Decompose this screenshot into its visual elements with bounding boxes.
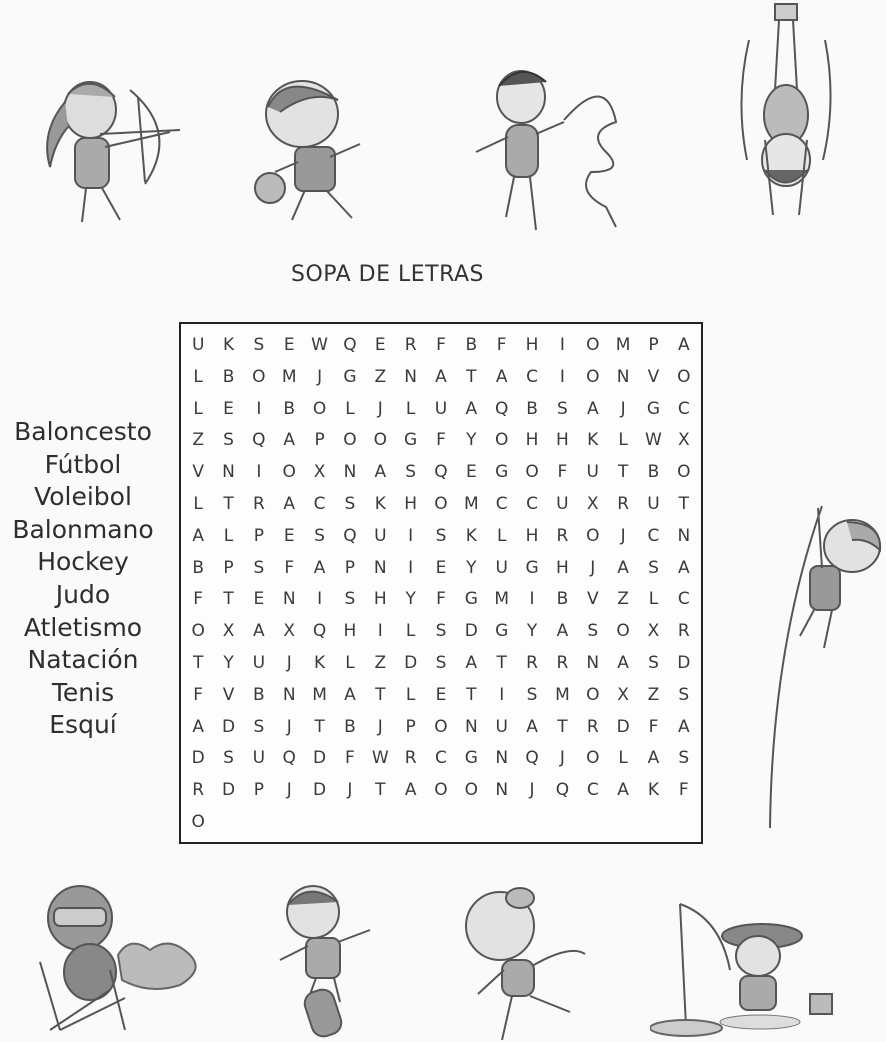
grid-letter: N xyxy=(495,780,509,801)
grid-letter: S xyxy=(557,398,568,419)
grid-letter: O xyxy=(586,525,600,546)
grid-letter: T xyxy=(375,684,386,705)
grid-letter: K xyxy=(587,430,599,451)
grid-letter: E xyxy=(283,334,295,355)
grid-letter: F xyxy=(557,462,568,483)
grid-letter: S xyxy=(405,462,417,483)
grid-letter: P xyxy=(648,334,659,355)
grid-letter: B xyxy=(253,684,265,705)
grid-letter: N xyxy=(343,462,357,483)
grid-letter: K xyxy=(222,334,235,355)
grid-letter: S xyxy=(648,653,659,674)
grid-letter: X xyxy=(222,621,235,642)
grid-letter: F xyxy=(496,334,507,355)
grid-letter: Q xyxy=(252,430,266,451)
grid-letter: A xyxy=(283,430,296,451)
grid-letter: B xyxy=(647,462,660,483)
grid-letter: A xyxy=(465,398,478,419)
grid-letter: J xyxy=(620,525,626,546)
grid-letter: E xyxy=(465,462,477,483)
grid-letter: U xyxy=(495,716,508,737)
grid-letter: B xyxy=(192,557,204,578)
grid-letter: U xyxy=(252,748,266,769)
grid-letter: G xyxy=(404,430,418,451)
grid-letter: U xyxy=(252,653,266,674)
grid-letter: Q xyxy=(495,398,509,419)
grid-letter: I xyxy=(317,589,323,610)
grid-letter: I xyxy=(256,462,262,483)
grid-letter: O xyxy=(677,462,691,483)
ribbon-gymnast-icon xyxy=(466,62,636,237)
grid-letter: T xyxy=(192,653,204,674)
grid-letter: S xyxy=(435,653,447,674)
grid-letter: P xyxy=(344,557,356,578)
grid-letter: O xyxy=(616,621,630,642)
grid-letter: R xyxy=(404,748,417,769)
grid-letter: R xyxy=(404,334,417,355)
grid-letter: C xyxy=(526,366,538,387)
grid-letter: L xyxy=(345,398,355,419)
grid-letter: M xyxy=(494,589,510,610)
grid-letter: Q xyxy=(525,748,539,769)
grid-letter: H xyxy=(404,493,418,514)
grid-letter: K xyxy=(647,780,660,801)
grid-letter: R xyxy=(526,653,538,674)
word-list-item: Baloncesto xyxy=(14,417,152,446)
grid-letter: Z xyxy=(647,684,660,705)
grid-letter: O xyxy=(677,366,691,387)
soccer-kid-icon xyxy=(240,72,380,232)
grid-letter: R xyxy=(556,525,569,546)
grid-letter: U xyxy=(434,398,448,419)
grid-letter: O xyxy=(586,366,600,387)
grid-letter: S xyxy=(678,748,690,769)
grid-letter: S xyxy=(314,525,325,546)
grid-letter: M xyxy=(312,684,327,705)
grid-letter: O xyxy=(434,716,448,737)
grid-letter: D xyxy=(221,716,236,737)
grid-letter: P xyxy=(314,430,325,451)
grid-letter: L xyxy=(405,398,416,419)
grid-letter: S xyxy=(587,621,599,642)
grid-letter: T xyxy=(375,780,386,801)
grid-letter: L xyxy=(618,748,628,769)
grid-letter: J xyxy=(377,716,383,737)
grid-letter: I xyxy=(256,398,262,419)
word-list-item: Voleibol xyxy=(34,482,132,512)
grid-letter: A xyxy=(404,780,417,801)
grid-letter: P xyxy=(253,780,264,801)
grid-letter: J xyxy=(286,716,292,737)
grid-letter: N xyxy=(222,462,235,483)
grid-letter: Q xyxy=(282,748,296,769)
grid-letter: J xyxy=(590,557,596,578)
grid-letter: B xyxy=(556,589,569,610)
grid-letter: R xyxy=(677,621,690,642)
grid-letter: T xyxy=(466,684,477,705)
grid-letter: V xyxy=(586,589,599,610)
grid-letter: S xyxy=(253,716,265,737)
grid-letter: N xyxy=(282,589,296,610)
grid-letter: X xyxy=(283,621,296,642)
grid-letter: E xyxy=(435,684,447,705)
grid-letter: Y xyxy=(466,430,477,451)
grid-letter: L xyxy=(193,493,203,514)
grid-letter: H xyxy=(525,525,539,546)
word-list-item: Hockey xyxy=(37,547,129,577)
grid-letter: S xyxy=(648,557,659,578)
pole-vault-icon xyxy=(752,488,886,833)
grid-letter: O xyxy=(586,748,600,769)
grid-letter: S xyxy=(435,525,447,546)
grid-letter: G xyxy=(525,557,539,578)
grid-letter: I xyxy=(559,366,565,387)
grid-letter: P xyxy=(223,557,234,578)
grid-letter: W xyxy=(311,334,328,355)
grid-letter: A xyxy=(435,366,447,387)
grid-letter: S xyxy=(526,684,538,705)
grid-letter: S xyxy=(435,621,447,642)
grid-letter: K xyxy=(374,493,386,514)
grid-letter: D xyxy=(313,780,327,801)
grid-letter: I xyxy=(559,334,565,355)
grid-letter: J xyxy=(317,366,323,387)
grid-letter: X xyxy=(647,621,660,642)
grid-letter: T xyxy=(223,589,234,610)
grid-letter: D xyxy=(616,716,630,737)
grid-letter: A xyxy=(283,493,296,514)
grid-letter: C xyxy=(495,493,508,514)
grid-letter: B xyxy=(526,398,538,419)
grid-letter: Z xyxy=(617,589,629,610)
grid-letter: B xyxy=(344,716,356,737)
grid-letter: B xyxy=(283,398,296,419)
grid-letter: G xyxy=(495,621,509,642)
grid-letter: O xyxy=(434,780,448,801)
grid-letter: I xyxy=(529,589,535,610)
grid-letter: O xyxy=(525,462,539,483)
grid-letter: E xyxy=(253,589,265,610)
grid-letter: Z xyxy=(374,653,387,674)
grid-letter: D xyxy=(313,748,327,769)
grid-letter: Q xyxy=(555,780,570,801)
grid-letter: F xyxy=(193,684,204,705)
grid-letter: I xyxy=(408,525,414,546)
grid-letter: O xyxy=(434,493,448,514)
grid-letter: A xyxy=(678,334,690,355)
word-search-cells xyxy=(183,329,699,838)
grid-letter: O xyxy=(191,621,205,642)
word-list-item: Balonmano xyxy=(12,514,154,544)
grid-letter: L xyxy=(345,653,355,674)
grid-letter: A xyxy=(344,684,356,705)
grid-letter: A xyxy=(526,716,538,737)
grid-letter: N xyxy=(464,716,478,737)
grid-letter: F xyxy=(436,589,446,610)
grid-letter: R xyxy=(252,493,265,514)
grid-letter: A xyxy=(617,557,629,578)
word-list-item: Tenis xyxy=(51,677,115,707)
grid-letter: W xyxy=(371,748,389,769)
grid-letter: E xyxy=(374,334,386,355)
grid-letter: J xyxy=(620,398,626,419)
grid-letter: J xyxy=(377,398,383,419)
grid-letter: A xyxy=(253,621,265,642)
grid-letter: F xyxy=(193,589,204,610)
grid-letter: M xyxy=(615,334,631,355)
grid-letter: J xyxy=(286,780,292,801)
handstand-gymnast-icon xyxy=(725,0,845,230)
word-list-item: Atletismo xyxy=(23,612,143,642)
grid-letter: T xyxy=(617,462,629,483)
grid-letter: F xyxy=(284,557,295,578)
grid-letter: K xyxy=(465,525,477,546)
fishing-kid-icon xyxy=(650,898,850,1038)
grid-letter: N xyxy=(373,557,387,578)
grid-letter: S xyxy=(344,589,356,610)
grid-letter: A xyxy=(678,716,690,737)
grid-letter: C xyxy=(677,589,690,610)
grid-letter: T xyxy=(678,493,690,514)
page-title: SOPA DE LETRAS xyxy=(290,262,485,287)
grid-letter: Q xyxy=(434,462,448,483)
grid-letter: W xyxy=(645,430,662,451)
grid-letter: Q xyxy=(312,621,327,642)
grid-letter: U xyxy=(556,493,569,514)
grid-letter: O xyxy=(586,684,600,705)
grid-letter: J xyxy=(529,780,535,801)
grid-letter: N xyxy=(586,653,600,674)
word-list xyxy=(0,416,166,742)
grid-letter: S xyxy=(678,684,690,705)
grid-letter: U xyxy=(586,462,599,483)
grid-letter: X xyxy=(313,462,326,483)
grid-letter: O xyxy=(586,334,600,355)
grid-letter: O xyxy=(282,462,296,483)
grid-letter: Q xyxy=(343,525,357,546)
grid-letter: V xyxy=(192,462,204,483)
grid-letter: K xyxy=(314,653,326,674)
grid-letter: O xyxy=(312,398,327,419)
grid-letter: V xyxy=(222,684,235,705)
grid-letter: T xyxy=(557,716,568,737)
grid-letter: L xyxy=(405,621,416,642)
grid-letter: C xyxy=(586,780,599,801)
word-list-item: Natación xyxy=(27,645,139,675)
grid-letter: S xyxy=(253,557,265,578)
grid-letter: N xyxy=(404,366,417,387)
grid-letter: O xyxy=(252,366,266,387)
grid-letter: M xyxy=(555,684,570,705)
grid-letter: A xyxy=(678,557,690,578)
grid-letter: I xyxy=(377,621,383,642)
grid-letter: U xyxy=(647,493,660,514)
grid-letter: L xyxy=(618,430,628,451)
grid-letter: E xyxy=(223,398,234,419)
grid-letter: P xyxy=(405,716,416,737)
archer-icon xyxy=(20,72,190,232)
grid-letter: A xyxy=(617,780,629,801)
grid-letter: X xyxy=(586,493,599,514)
grid-letter: S xyxy=(223,430,234,451)
word-search-grid xyxy=(179,322,703,844)
grid-letter: F xyxy=(345,748,355,769)
word-list-item: Fútbol xyxy=(44,449,122,479)
grid-letter: A xyxy=(313,557,326,578)
grid-letter: D xyxy=(464,621,478,642)
grid-letter: O xyxy=(343,430,357,451)
grid-letter: T xyxy=(496,653,507,674)
grid-letter: D xyxy=(404,653,418,674)
grid-letter: S xyxy=(253,334,265,355)
grid-letter: G xyxy=(464,589,478,610)
grid-letter: U xyxy=(374,525,387,546)
grid-letter: A xyxy=(465,653,478,674)
grid-letter: L xyxy=(223,525,234,546)
grid-letter: C xyxy=(677,398,690,419)
grid-letter: V xyxy=(647,366,660,387)
grid-letter: B xyxy=(465,334,478,355)
grid-letter: J xyxy=(559,748,565,769)
grid-letter: O xyxy=(464,780,479,801)
grid-letter: C xyxy=(526,493,538,514)
grid-letter: D xyxy=(677,653,691,674)
grid-letter: L xyxy=(405,684,416,705)
grid-letter: D xyxy=(191,748,205,769)
grid-letter: A xyxy=(374,462,387,483)
grid-letter: F xyxy=(678,780,689,801)
grid-letter: O xyxy=(191,812,205,833)
grid-letter: X xyxy=(677,430,690,451)
skateboarder-icon xyxy=(268,880,388,1040)
grid-letter: X xyxy=(617,684,629,705)
grid-letter: D xyxy=(221,780,236,801)
grid-letter: Q xyxy=(343,334,357,355)
grid-letter: A xyxy=(617,653,629,674)
grid-letter: A xyxy=(192,716,204,737)
grid-letter: Z xyxy=(374,366,387,387)
grid-letter: L xyxy=(496,525,507,546)
grid-letter: L xyxy=(193,398,203,419)
grid-letter: Y xyxy=(526,621,538,642)
grid-letter: G xyxy=(464,748,478,769)
grid-letter: U xyxy=(191,334,205,355)
grid-letter: L xyxy=(193,366,203,387)
grid-letter: I xyxy=(499,684,505,705)
grid-letter: O xyxy=(495,430,509,451)
grid-letter: T xyxy=(314,716,325,737)
grid-letter: M xyxy=(281,366,297,387)
grid-letter: A xyxy=(192,525,204,546)
skier-icon xyxy=(30,880,200,1035)
grid-letter: R xyxy=(586,716,599,737)
grid-letter: N xyxy=(282,684,296,705)
grid-letter: T xyxy=(466,366,477,387)
grid-letter: Y xyxy=(223,653,234,674)
grid-letter: E xyxy=(435,557,447,578)
grid-letter: A xyxy=(586,398,599,419)
grid-letter: N xyxy=(495,748,509,769)
grid-letter: U xyxy=(495,557,508,578)
grid-letter: H xyxy=(556,557,569,578)
grid-letter: H xyxy=(343,621,357,642)
grid-letter: A xyxy=(556,621,569,642)
grid-letter: L xyxy=(648,589,659,610)
ballet-dancer-icon xyxy=(460,884,600,1042)
grid-letter: C xyxy=(435,748,447,769)
grid-letter: H xyxy=(525,334,539,355)
grid-letter: C xyxy=(647,525,660,546)
grid-letter: P xyxy=(253,525,264,546)
grid-letter: G xyxy=(343,366,357,387)
grid-letter: R xyxy=(617,493,630,514)
grid-letter: R xyxy=(556,653,569,674)
grid-letter: R xyxy=(192,780,205,801)
grid-letter: Z xyxy=(192,430,204,451)
grid-letter: T xyxy=(223,493,234,514)
grid-letter: G xyxy=(495,462,509,483)
grid-letter: J xyxy=(347,780,353,801)
grid-letter: B xyxy=(222,366,235,387)
grid-letter: F xyxy=(436,430,446,451)
grid-letter: G xyxy=(646,398,661,419)
grid-letter: H xyxy=(556,430,569,451)
grid-letter: M xyxy=(464,493,479,514)
grid-letter: F xyxy=(436,334,446,355)
grid-letter: A xyxy=(647,748,660,769)
grid-letter: N xyxy=(677,525,691,546)
grid-letter: O xyxy=(373,430,387,451)
grid-letter: S xyxy=(344,493,356,514)
grid-letter: H xyxy=(525,430,539,451)
grid-letter: A xyxy=(495,366,508,387)
grid-letter: H xyxy=(373,589,387,610)
grid-letter: F xyxy=(648,716,659,737)
grid-letter: I xyxy=(408,557,414,578)
grid-letter: N xyxy=(616,366,630,387)
grid-letter: J xyxy=(286,653,292,674)
grid-letter: C xyxy=(313,493,326,514)
grid-letter: Y xyxy=(405,589,416,610)
word-list-item: Esquí xyxy=(49,710,117,740)
grid-letter: Y xyxy=(466,557,477,578)
word-list-item: Judo xyxy=(55,579,111,609)
grid-letter: E xyxy=(283,525,295,546)
grid-letter: S xyxy=(223,748,234,769)
